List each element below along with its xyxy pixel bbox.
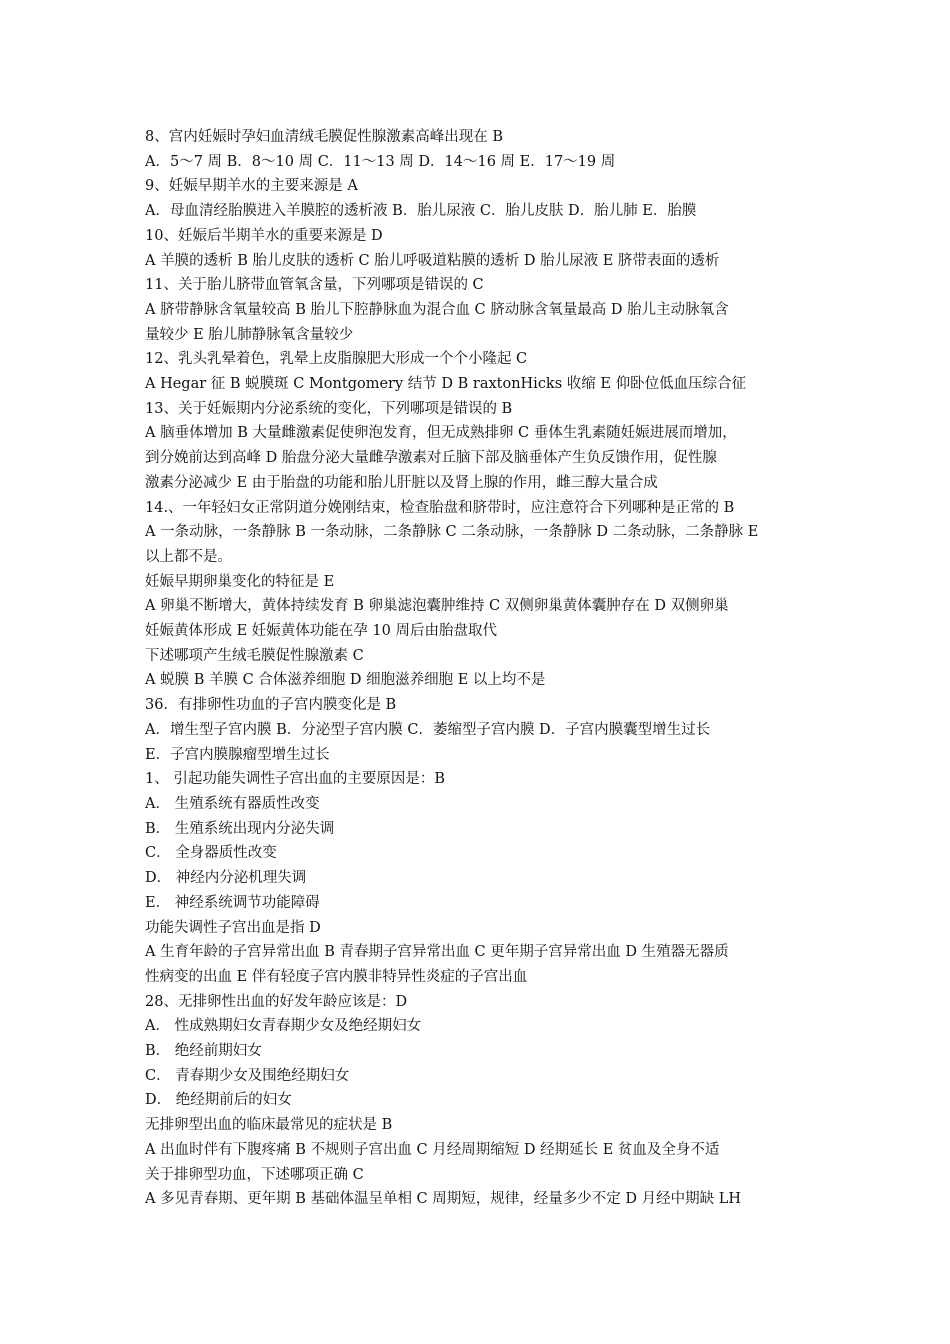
text-line: B． 生殖系统出现内分泌失调 <box>145 820 335 837</box>
text-line: 性病变的出血 E 伴有轻度子宫内膜非特异性炎症的子宫出血 <box>145 968 528 985</box>
text-line: 激素分泌减少 E 由于胎盘的功能和胎儿肝脏以及肾上腺的作用，雌三醇大量合成 <box>145 474 658 491</box>
text-line: A 多见青春期、更年期 B 基础体温呈单相 C 周期短，规律，经量多少不定 D 月经中期缺 LH <box>145 1191 741 1208</box>
text-line: E． 神经系统调节功能障碍 <box>145 894 320 911</box>
text-line: 36．有排卵性功血的子宫内膜变化是 B <box>145 697 397 714</box>
text-line: A． 性成熟期妇女青春期少女及绝经期妇女 <box>145 1018 422 1035</box>
text-line: 量较少 E 胎儿肺静脉氧含量较少 <box>145 326 354 343</box>
text-line: D． 神经内分泌机理失调 <box>145 870 307 887</box>
text-line: 功能失调性子宫出血是指 D <box>145 919 321 936</box>
text-line: A 脑垂体增加 B 大量雌激素促使卵泡发育，但无成熟排卵 C 垂体生乳素随妊娠进展而增加， <box>145 425 737 442</box>
text-line: A 羊膜的透析 B 胎儿皮肤的透析 C 胎儿呼吸道粘膜的透析 D 胎儿尿液 E 脐带表面的透析 <box>145 252 720 269</box>
text-line: 8、宫内妊娠时孕妇血清绒毛膜促性腺激素高峰出现在 B <box>145 129 503 145</box>
text-line: 28、无排卵性出血的好发年龄应该是：D <box>145 993 408 1010</box>
text-line: 1、 引起功能失调性子宫出血的主要原因是：B <box>145 771 445 788</box>
text-line: E．子宫内膜腺瘤型增生过长 <box>145 746 330 763</box>
text-line: 下述哪项产生绒毛膜促性腺激素 C <box>145 647 364 664</box>
text-line: C． 青春期少女及围绝经期妇女 <box>145 1067 350 1084</box>
text-line: A 蜕膜 B 羊膜 C 合体滋养细胞 D 细胞滋养细胞 E 以上均不是 <box>145 672 546 689</box>
text-line: A．增生型子宫内膜 B．分泌型子宫内膜 C．萎缩型子宫内膜 D．子宫内膜囊型增生过长 <box>145 721 711 738</box>
text-line: 12、乳头乳晕着色，乳晕上皮脂腺肥大形成一个个小隆起 C <box>145 351 528 368</box>
text-line: 14.、一年轻妇女正常阴道分娩刚结束，检查胎盘和脐带时，应注意符合下列哪种是正常的 B <box>145 499 735 516</box>
text-line: A Hegar 征 B 蜕膜斑 C Montgomery 结节 D B raxtonHicks 收缩 E 仰卧位低血压综合征 <box>145 376 747 393</box>
document-body <box>145 125 811 1212</box>
text-line: A 一条动脉，一条静脉 B 一条动脉，二条静脉 C 二条动脉，一条静脉 D 二条动脉，二条静脉 E <box>145 524 759 541</box>
text-line: 无排卵型出血的临床最常见的症状是 B <box>145 1117 393 1134</box>
text-line: 13、关于妊娠期内分泌系统的变化，下列哪项是错误的 B <box>145 400 513 417</box>
text-line: A 生育年龄的子宫异常出血 B 青春期子宫异常出血 C 更年期子宫异常出血 D 生殖器无器质 <box>145 944 729 961</box>
text-line: C． 全身器质性改变 <box>145 845 277 862</box>
text-line: A 脐带静脉含氧量较高 B 胎儿下腔静脉血为混合血 C 脐动脉含氧量最高 D 胎儿主动脉氧含 <box>145 301 729 318</box>
text-line: 9、妊娠早期羊水的主要来源是 A <box>145 178 358 195</box>
text-line: B． 绝经前期妇女 <box>145 1043 262 1060</box>
text-line: 妊娠早期卵巢变化的特征是 E <box>145 573 335 590</box>
text-line: 11、关于胎儿脐带血管氧含量，下列哪项是错误的 C <box>145 277 484 294</box>
text-line: A． 生殖系统有器质性改变 <box>145 795 320 812</box>
text-line: A 卵巢不断增大，黄体持续发育 B 卵巢滤泡囊肿维持 C 双侧卵巢黄体囊肿存在 D 双侧卵巢 <box>145 598 729 615</box>
text-line: 以上都不是。 <box>145 548 232 565</box>
text-line: A 出血时伴有下腹疼痛 B 不规则子宫出血 C 月经周期缩短 D 经期延长 E 贫血及全身不适 <box>145 1141 720 1158</box>
text-line: A．5～7 周 B．8～10 周 C．11～13 周 D．14～16 周 E．17～19 周 <box>145 153 616 170</box>
text-line: D． 绝经期前后的妇女 <box>145 1092 292 1109</box>
text-line: 10、妊娠后半期羊水的重要来源是 D <box>145 227 383 244</box>
text-line: A．母血清经胎膜进入羊膜腔的透析液 B．胎儿尿液 C．胎儿皮肤 D．胎儿肺 E．胎膜 <box>145 203 697 220</box>
text-line: 到分娩前达到高峰 D 胎盘分泌大量雌孕激素对丘脑下部及脑垂体产生负反馈作用，促性腺 <box>145 450 717 467</box>
text-line: 妊娠黄体形成 E 妊娠黄体功能在孕 10 周后由胎盘取代 <box>145 623 497 640</box>
text-line: 关于排卵型功血，下述哪项正确 C <box>145 1166 364 1183</box>
